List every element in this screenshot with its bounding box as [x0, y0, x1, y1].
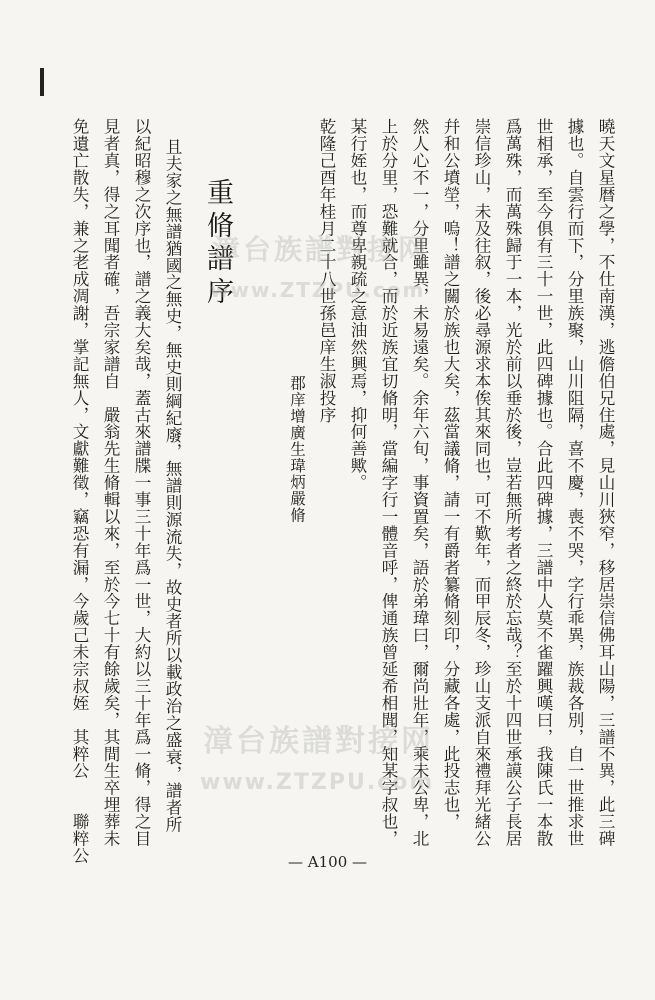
page-number: — A100 —: [288, 853, 367, 871]
watermark-url: www.ZTZPU.com: [210, 278, 426, 302]
text-column: 爲萬殊，而萬殊歸于一本，光於前以垂於後，豈若無所考者之終於忘哉？至於十四世承謨公子長居: [503, 118, 522, 847]
text-column: 據也。自雲行而下，分里族聚，山川阻隔，喜不慶，喪不哭，字行乖異，族裁各別，自一世推求世: [565, 118, 584, 847]
text-column: 上於分里，恐難就合，而於近族宜切脩明，當編字行一體音呼，俾通族曾延希相聞，知某字叔也，: [379, 118, 398, 847]
text-column: 世相承，至今俱有三十一世，此四碑據也。合此四碑據，三譜中人莫不雀躍興嘆曰，我陳氏一本散: [534, 118, 553, 847]
section-heading: 重脩譜序: [202, 178, 233, 310]
editor-signature: 郡庠增廣生瑋炳嚴脩: [288, 375, 306, 524]
text-column: 曉天文星暦之學，不仕南漢，逃儋伯兄住處，見山川狹窄，移居崇信佛耳山陽，三譜不異，此三碑: [596, 118, 615, 847]
text-column: 乾隆己酉年桂月二十八世孫邑庠生淑投序: [317, 118, 336, 424]
text-column: 然人心不一，分里雖異，未易遠矣。余年六旬，事資置矣，語於弟瑋曰，爾尚壯年，乘未公卑，北: [410, 118, 429, 847]
binding-mark: [40, 68, 44, 96]
watermark-title: 漳台族譜對接网: [212, 233, 430, 266]
text-column: 幷和公墳塋，嗚！譜之關於族也大矣，茲當議脩，請一有爵者纂脩刻印，分藏各處，此投志也，: [441, 118, 460, 830]
text-column: 以紀昭穆之次序也，譜之義大矣哉，蓋古來譜牒一事三十年爲一世，大約以三十年爲一脩，得之目: [132, 118, 151, 847]
text-column: 且夫家之無譜猶國之無史，無史則綱紀廢，無譜則源流失，故史者所以載政治之盛衰，譜者所: [163, 138, 182, 833]
text-column: 免遺亡散失，兼之老成凋謝，掌記無人，文獻難徵，竊恐有漏，今歲己未宗叔姪 其粹公 聯粹公: [70, 118, 89, 864]
text-column: 崇信珍山，未及往叙，後必尋源求本俟其來同也，可不歎年，而甲辰冬，珍山支派自來禮拜光緒公: [472, 118, 491, 847]
text-column: 某行姪也，而尊卑親疏之意油然興焉，抑何善歟。: [348, 118, 367, 491]
watermark-title: 漳台族譜對接网: [203, 724, 434, 759]
text-column: 見者真，得之耳聞者確，吾宗家譜自 嚴翁先生脩輯以來，至於今七十有餘歲矣，其間生卒埋葬未: [101, 118, 120, 847]
watermark-url: www.ZTZPU.com: [200, 770, 435, 795]
